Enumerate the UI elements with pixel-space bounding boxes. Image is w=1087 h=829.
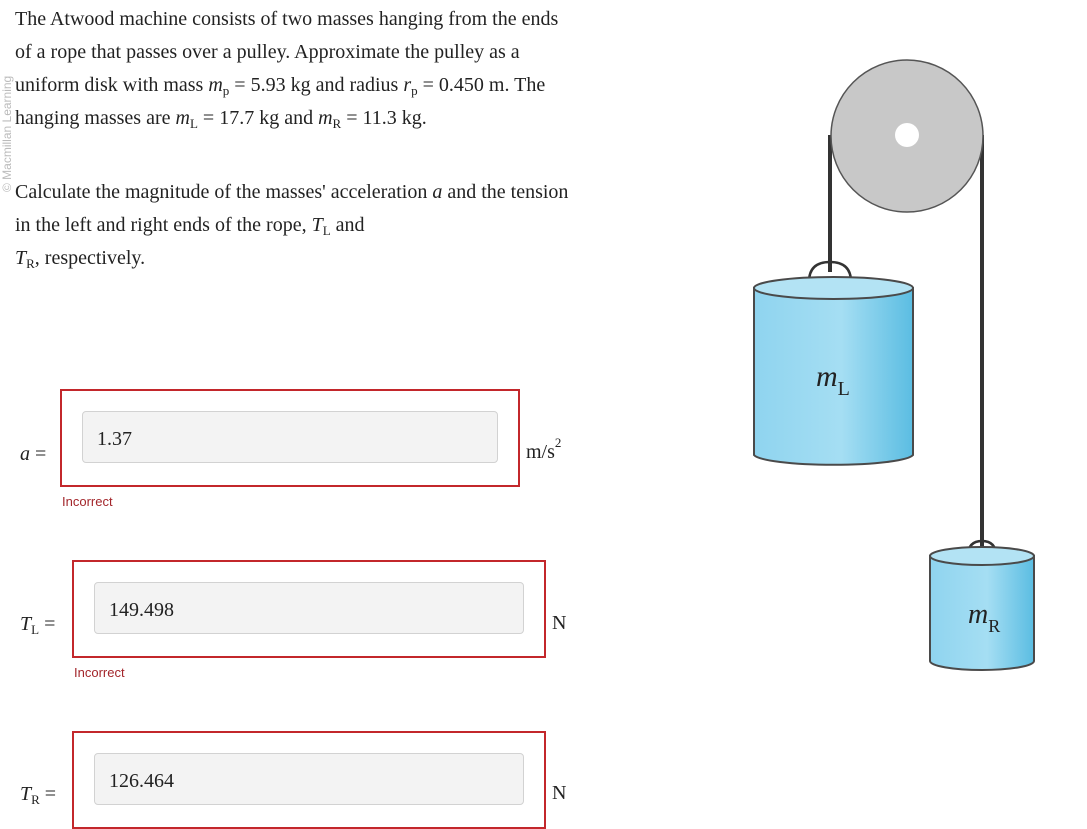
- right-mass-label: $m_R$: [968, 599, 1001, 636]
- answer-tl-box: [72, 560, 546, 658]
- copyright-watermark: © Macmillan Learning: [0, 75, 14, 192]
- left-mass-label: $m_L$: [816, 360, 850, 400]
- answer-tl-unit: N: [552, 612, 567, 634]
- answer-tr-label: $T_R$ =: [20, 783, 57, 807]
- problem-paragraph-2: Calculate the magnitude of the masses' acceleration a and the tension in the left and right ends of the rope, $T_L$ and $T_R$, respectively.: [15, 181, 569, 271]
- problem-statement: [15, 3, 575, 275]
- answer-a-unit: $m/s^2$: [526, 435, 562, 463]
- pulley: [831, 60, 983, 212]
- answer-tr-unit: N: [552, 782, 567, 804]
- problem-paragraph-1: The Atwood machine consists of two masses hanging from the ends of a rope that passes over a pulley. Approximate the pulley as a uniform disk with mass $m_p = 5.93$ kg and radius $r_p = 0.450$ m. The hanging masses are $m_L = 17.7$ kg and $m_R = 11.3$ kg.: [15, 8, 559, 131]
- left-mass: [754, 262, 913, 465]
- right-mass: [930, 541, 1034, 670]
- answer-tl-feedback: Incorrect: [74, 665, 125, 680]
- answer-tl-input[interactable]: 149.498: [94, 582, 524, 634]
- atwood-machine-figure: [720, 0, 1060, 700]
- answer-tl-label: $T_L$ =: [20, 613, 56, 637]
- answer-a-box: [60, 389, 520, 487]
- answer-a-feedback: Incorrect: [62, 494, 113, 509]
- answer-a-label: a =: [20, 443, 47, 465]
- answer-a-input[interactable]: 1.37: [82, 411, 498, 463]
- answer-tr-input[interactable]: 126.464: [94, 753, 524, 805]
- answer-tr-box: [72, 731, 546, 829]
